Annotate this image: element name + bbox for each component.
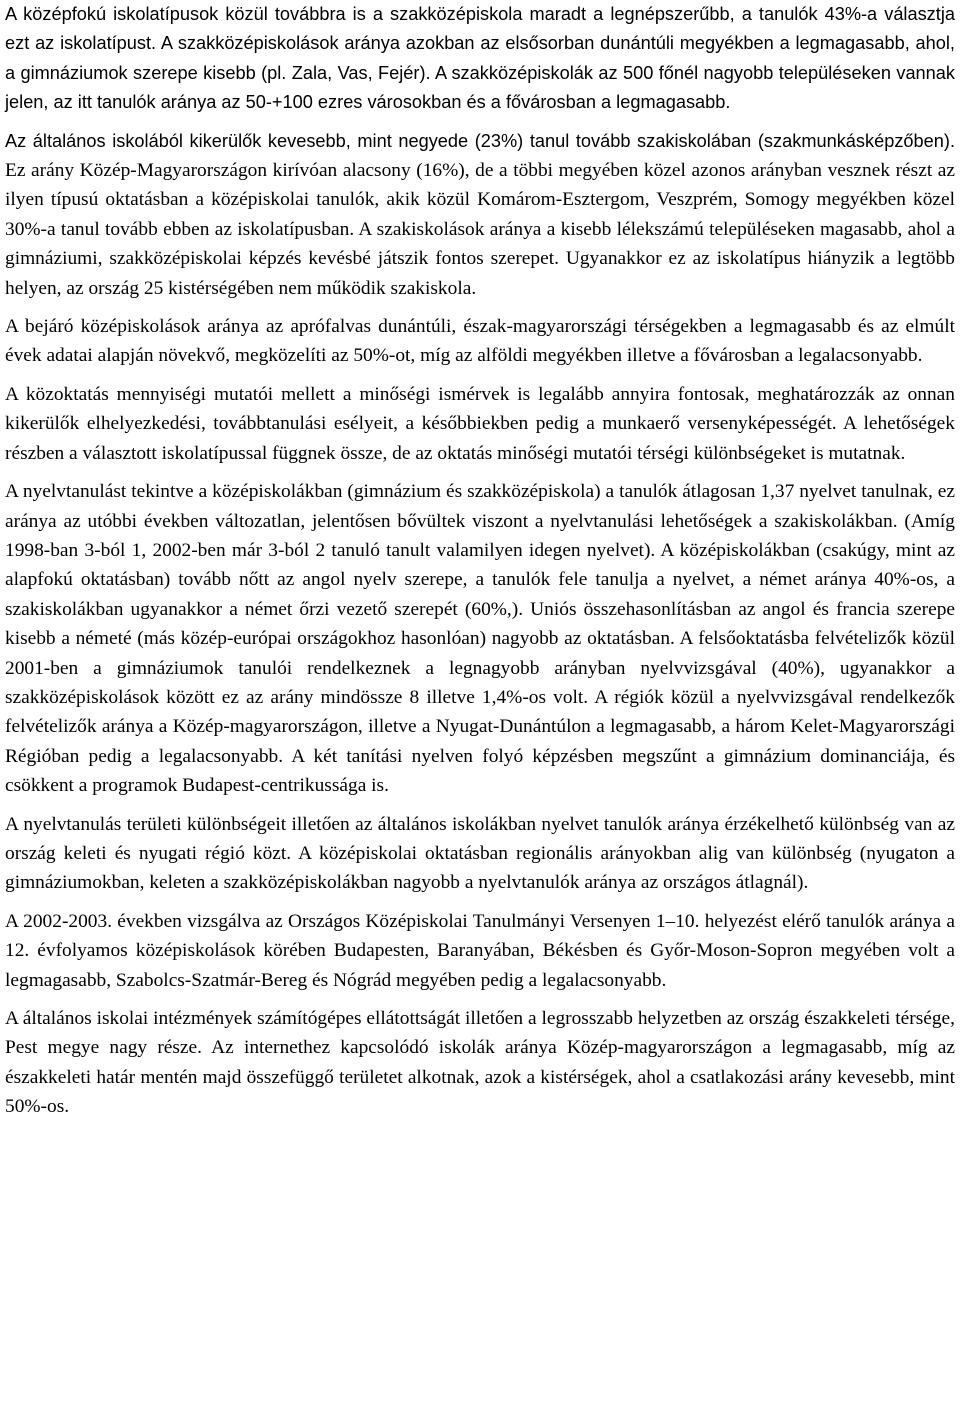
paragraph-regional-language-differences: A nyelvtanulás területi különbségeit illetően az általános iskolákban nyelvet tanulók aránya érzékelhető különbség van az ország keleti és nyugati régió közt. A középiskolai oktatásban regionális arányokban alig van különbség (nyugaton a gimnáziumokban, keleten a szakközépiskolákban nagyobb a nyelvtanulók aránya az országos átlagnál). bbox=[5, 813, 955, 894]
paragraph-vocational-schools bbox=[5, 127, 955, 303]
paragraph-vocational-schools-intro: Az általános iskolából kikerülők kevesebb, mint negyede (23%) tanul tovább szakiskolában (szakmunkásképzőben). bbox=[5, 130, 955, 151]
paragraph-secondary-school-types: A középfokú iskolatípusok közül továbbra is a szakközépiskola maradt a legnépszerűbb, a tanulók 43%-a választja ezt az iskolatípust. A szakközépiskolások aránya azokban az elsősorban dunántúli megyékben a legmagasabb, ahol, a gimnáziumok szerepe kisebb (pl. Zala, Vas, Fejér). A szakközépiskolák az 500 főnél nagyobb településeken vannak jelen, az itt tanulók aránya az 50-+100 ezres városokban és a fővárosban a legmagasabb. bbox=[5, 4, 955, 113]
document-page bbox=[5, 0, 955, 1131]
paragraph-language-learning: A nyelvtanulást tekintve a középiskolákban (gimnázium és szakközépiskola) a tanulók átlagosan 1,37 nyelvet tanulnak, ez aránya az utóbbi években változatlan, jelentősen bővültek viszont a nyelvtanulási lehetőségek a szakiskolákban. (Amíg 1998-ban 3-ból 1, 2002-ben már 3-ból 2 tanuló tanult valamilyen idegen nyelvet). A középiskolákban (csakúgy, mint az alapfokú oktatásban) tovább nőtt az angol nyelv szerepe, a tanulók fele tanulja a nyelvet, a német aránya 40%-os, a szakiskolákban ugyanakkor a német őrzi vezető szerepét (60%,). Uniós összehasonlításban az angol és francia szerepe kisebb a németé (más közép-európai országokhoz hasonlóan) nagyobb az oktatásban. A felsőoktatásba felvételizők közül 2001-ben a gimnáziumok tanulói rendelkeznek a legnagyobb arányban nyelvvizsgával (40%), ugyanakkor a szakközépiskolások között ez az arány mindössze 8 illetve 1,4%-os volt. A régiók közül a nyelvvizsgával rendelkezők felvételizők aránya a Közép-magyarországon, illetve a Nyugat-Dunántúlon a legmagasabb, a három Kelet-Magyarországi Régióban pedig a legalacsonyabb. A két tanítási nyelven folyó képzésben megszűnt a gimnázium dominanciája, és csökkent a programok Budapest-centrikussága is. bbox=[5, 481, 955, 797]
paragraph-computer-equipment: A általános iskolai intézmények számítógépes ellátottságát illetően a legrosszabb helyzetben az ország északkeleti térsége, Pest megye nagy része. Az internethez kapcsolódó iskolák aránya Közép-magyarországon a legmagasabb, míg az északkeleti határ mentén majd összefüggő területet alkotnak, azok a kistérségek, ahol a csatlakozási arány kevesebb, mint 50%-os. bbox=[5, 1008, 955, 1118]
paragraph-academic-competition: A 2002-2003. években vizsgálva az Országos Középiskolai Tanulmányi Versenyen 1–10. helyezést elérő tanulók aránya a 12. évfolyamos középiskolások körében Budapesten, Baranyában, Békésben és Győr-Moson-Sopron megyében volt a legmagasabb, Szabolcs-Szatmár-Bereg és Nógrád megyében pedig a legalacsonyabb. bbox=[5, 910, 955, 991]
paragraph-vocational-schools-body: Ez arány Közép-Magyarországon kirívóan alacsony (16%), de a többi megyében közel azonos arányban vesznek részt az ilyen típusú oktatásban a középiskolai tanulók, akik közül Komárom-Esztergom, Veszprém, Somogy megyékben közel 30%-a tanul tovább ebben az iskolatípusban. A szakiskolások aránya a kisebb lélekszámú településeken magasabb, ahol a gimnáziumi, szakközépiskolai képzés kevésbé játszik fontos szerepet. Ugyanakkor ez az iskolatípus hiányzik a legtöbb helyen, az ország 25 kistérségében nem működik szakiskola. bbox=[5, 160, 955, 299]
paragraph-commuting-students: A bejáró középiskolások aránya az aprófalvas dunántúli, észak-magyarországi térségekben a legmagasabb és az elmúlt évek adatai alapján növekvő, megközelíti az 50%-ot, míg az alföldi megyékben illetve a fővárosban a legalacsonyabb. bbox=[5, 316, 955, 367]
paragraph-quality-indicators: A közoktatás mennyiségi mutatói mellett a minőségi ismérvek is legalább annyira fontosak, meghatározzák az onnan kikerülők elhelyezkedési, továbbtanulási esélyeit, a későbbiekben pedig a munkaerő versenyképességét. A lehetőségek részben a választott iskolatípussal függnek össze, de az oktatás minőségi mutatói térségi különbségeket is mutatnak. bbox=[5, 383, 955, 464]
